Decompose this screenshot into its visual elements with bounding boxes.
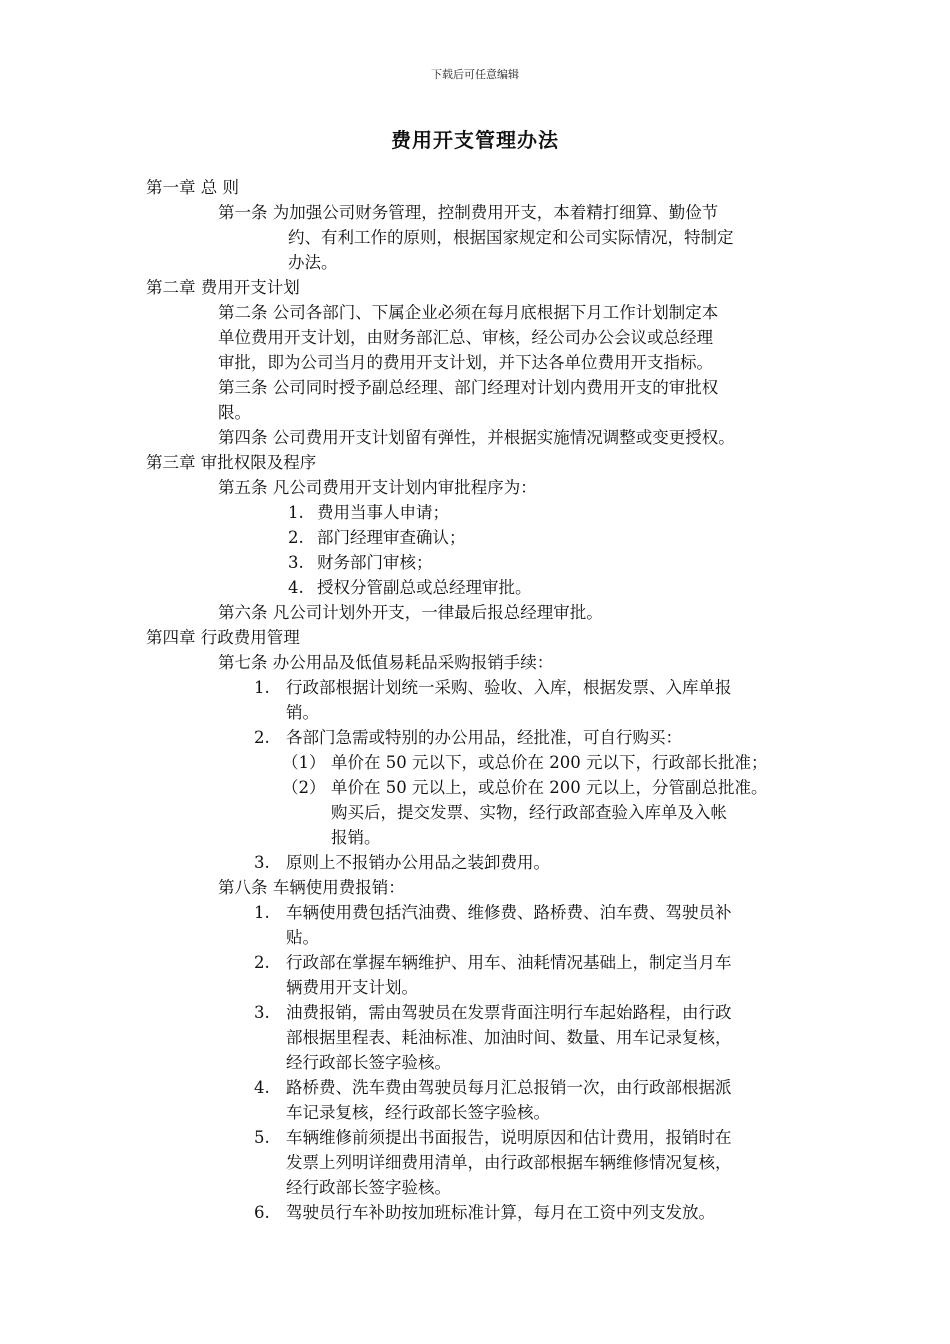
article-3: 第三条 公司同时授予副总经理、部门经理对计划内费用开支的审批权 [218,378,719,397]
list-number: 1. [254,903,270,922]
list-number: 6. [254,1203,270,1222]
sub-list-item-cont: 报销。 [331,828,381,847]
list-item-cont: 经行政部长签字验核。 [286,1053,451,1072]
list-item-cont: 经行政部长签字验核。 [286,1178,451,1197]
list-item: 路桥费、洗车费由驾驶员每月汇总报销一次，由行政部根据派 [286,1078,732,1097]
chapter-1-heading: 第一章 总 则 [146,178,239,197]
list-item: 授权分管副总或总经理审批。 [317,578,532,597]
list-item: 车辆维修前须提出书面报告，说明原因和估计费用，报销时在 [286,1128,732,1147]
article-1-cont: 办法。 [288,253,338,272]
article-4: 第四条 公司费用开支计划留有弹性，并根据实施情况调整或变更授权。 [218,428,735,447]
article-2: 第二条 公司各部门、下属企业必须在每月底根据下月工作计划制定本 [218,303,719,322]
article-5: 第五条 凡公司费用开支计划内审批程序为： [218,478,537,497]
article-2-cont: 单位费用开支计划，由财务部汇总、审核，经公司办公会议或总经理 [218,328,713,347]
list-number: 2. [254,953,270,972]
list-item-cont: 辆费用开支计划。 [286,978,418,997]
list-item-cont: 部根据里程表、耗油标准、加油时间、数量、用车记录复核， [286,1028,732,1047]
article-2-cont: 审批，即为公司当月的费用开支计划，并下达各单位费用开支指标。 [218,353,713,372]
list-item: 费用当事人申请； [317,503,449,522]
article-3-cont: 限。 [218,403,251,422]
list-number: 2. [288,528,304,547]
article-1: 第一条 为加强公司财务管理，控制费用开支，本着精打细算、勤俭节 [218,203,719,222]
page-header: 下载后可任意编辑 [431,68,519,81]
article-6: 第六条 凡公司计划外开支，一律最后报总经理审批。 [218,603,603,622]
list-item: 各部门急需或特别的办公用品，经批准，可自行购买： [286,728,682,747]
list-number: 3. [254,853,270,872]
list-number: 1. [288,503,304,522]
list-item-cont: 发票上列明详细费用清单，由行政部根据车辆维修情况复核， [286,1153,732,1172]
list-number: 3. [254,1003,270,1022]
list-number: 5. [254,1128,270,1147]
list-item: 车辆使用费包括汽油费、维修费、路桥费、泊车费、驾驶员补 [286,903,732,922]
list-item: 行政部在掌握车辆维护、用车、油耗情况基础上，制定当月车 [286,953,732,972]
list-number: 3. [288,553,304,572]
list-item: 行政部根据计划统一采购、验收、入库，根据发票、入库单报 [286,678,732,697]
sub-list-item-cont: 购买后，提交发票、实物，经行政部查验入库单及入帐 [331,803,727,822]
list-item-cont: 销。 [286,703,319,722]
list-number: 2. [254,728,270,747]
chapter-2-heading: 第二章 费用开支计划 [146,278,300,297]
list-item-cont: 贴。 [286,928,319,947]
sub-list-number: （2） [282,778,326,797]
article-1-cont: 约、有利工作的原则，根据国家规定和公司实际情况，特制定 [288,228,734,247]
chapter-4-heading: 第四章 行政费用管理 [146,628,300,647]
list-item: 驾驶员行车补助按加班标准计算，每月在工资中列支发放。 [286,1203,715,1222]
list-number: 4. [254,1078,270,1097]
list-item: 原则上不报销办公用品之装卸费用。 [286,853,550,872]
sub-list-item: 单价在 50 元以下，或总价在 200 元以下，行政部长批准； [331,753,768,772]
list-number: 1. [254,678,270,697]
article-8: 第八条 车辆使用费报销： [218,878,405,897]
list-item: 油费报销，需由驾驶员在发票背面注明行车起始路程，由行政 [286,1003,732,1022]
list-item-cont: 车记录复核，经行政部长签字验核。 [286,1103,550,1122]
sub-list-item: 单价在 50 元以上，或总价在 200 元以上，分管副总批准。 [331,778,768,797]
article-7: 第七条 办公用品及低值易耗品采购报销手续： [218,653,554,672]
document-title: 费用开支管理办法 [391,128,559,152]
list-number: 4. [288,578,304,597]
list-item: 财务部门审核； [317,553,433,572]
list-item: 部门经理审查确认； [317,528,466,547]
sub-list-number: （1） [282,753,326,772]
chapter-3-heading: 第三章 审批权限及程序 [146,453,317,472]
